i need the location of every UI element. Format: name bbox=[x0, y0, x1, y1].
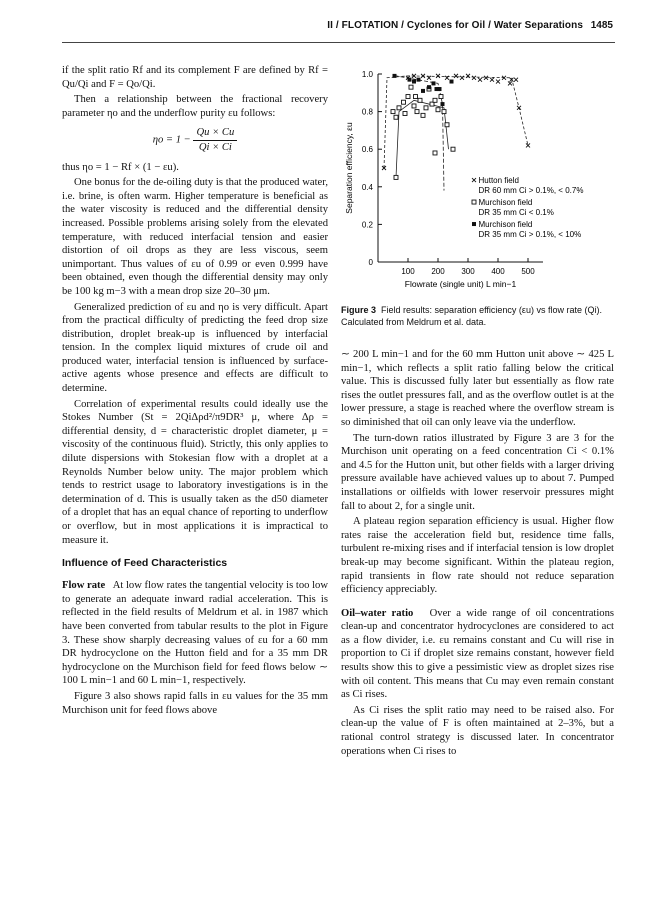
data-point-cross bbox=[490, 78, 494, 82]
paragraph-text: Over a wide range of oil concentrations clean-up and concentrator hydrocyclones are considered to act as a flow divider, i.e. εu remains constant and Cu will rise in proportion to Ci if droplet size remains constant, however field results show this to give a pessimistic view as droplet sizes rise with oil content. This means that Cu may even remain constant as Ci rises. bbox=[341, 607, 615, 701]
data-point-open-square bbox=[418, 98, 422, 102]
murchison-high-guide-line bbox=[395, 76, 445, 191]
efficiency-chart bbox=[338, 62, 623, 302]
run-in-heading: Oil–water ratio bbox=[341, 607, 414, 619]
run-in-heading: Flow rate bbox=[62, 580, 106, 592]
data-point-open-square bbox=[402, 100, 406, 104]
data-point-open-square bbox=[445, 123, 449, 127]
paragraph bbox=[341, 607, 614, 702]
right-column bbox=[341, 348, 614, 760]
legend-label: Hutton field bbox=[478, 176, 519, 186]
y-tick-label: 0.4 bbox=[361, 182, 373, 192]
data-point-filled-square bbox=[432, 81, 436, 85]
data-point-cross bbox=[478, 78, 482, 82]
equation-denominator: Qi × Ci bbox=[198, 141, 232, 153]
data-point-open-square bbox=[436, 108, 440, 112]
data-point-open-square bbox=[391, 110, 395, 114]
x-tick-label: 400 bbox=[491, 267, 505, 276]
data-point-cross bbox=[460, 76, 464, 80]
x-tick-label: 500 bbox=[521, 267, 535, 276]
y-tick-label: 0.6 bbox=[361, 145, 373, 155]
x-tick-label: 100 bbox=[401, 267, 415, 276]
equation bbox=[62, 126, 328, 154]
figure-3 bbox=[338, 62, 623, 332]
data-point-cross bbox=[436, 74, 440, 78]
data-point-open-square bbox=[406, 95, 410, 99]
data-point-open-square bbox=[472, 200, 476, 204]
data-point-open-square bbox=[403, 111, 407, 115]
header-rule bbox=[62, 42, 615, 43]
caption-text: Field results: separation efficiency (εu) vs flow rate (Qi). Calculated from Meldrum et al. data. bbox=[341, 305, 602, 327]
y-tick-label: 0 bbox=[368, 258, 373, 267]
page-number: 1485 bbox=[590, 20, 613, 31]
caption-label: Figure 3 bbox=[341, 305, 377, 315]
data-point-filled-square bbox=[472, 222, 476, 226]
data-point-cross bbox=[514, 78, 518, 82]
data-point-open-square bbox=[439, 95, 443, 99]
data-point-open-square bbox=[397, 106, 401, 110]
data-point-open-square bbox=[451, 147, 455, 151]
equation-numerator: Qu × Cu bbox=[193, 126, 237, 141]
data-point-filled-square bbox=[412, 80, 416, 84]
data-point-cross bbox=[496, 80, 500, 84]
hutton-guide-line bbox=[384, 76, 528, 168]
data-point-open-square bbox=[409, 85, 413, 89]
paragraph: thus ηo = 1 − Rf × (1 − εu). bbox=[62, 161, 179, 173]
data-point-filled-square bbox=[393, 74, 397, 78]
legend-detail: DR 35 mm Ci > 0.1%, < 10% bbox=[478, 230, 582, 240]
data-point-cross bbox=[484, 76, 488, 80]
paragraph: As Ci rises the split ratio may need to be raised also. For clean-up the value of F is often maintained at 2–3%, but a rational control strategy is discussed later. In concentrator operations when Ci rises to bbox=[341, 704, 614, 757]
paragraph: if the split ratio Rf and its complement F are defined by Rf = Qu/Qi and F = Qo/Qi. bbox=[62, 65, 328, 90]
y-axis-label: Separation efficiency, εu bbox=[344, 122, 354, 214]
equation-lhs: ηo = 1 − bbox=[152, 134, 191, 146]
y-tick-label: 0.2 bbox=[361, 220, 373, 230]
y-tick-label: 0.8 bbox=[361, 107, 373, 117]
data-point-open-square bbox=[433, 151, 437, 155]
data-point-cross bbox=[472, 178, 476, 182]
data-point-open-square bbox=[394, 175, 398, 179]
data-point-filled-square bbox=[427, 85, 431, 89]
data-point-open-square bbox=[442, 110, 446, 114]
legend-label: Murchison field bbox=[478, 220, 533, 230]
data-point-open-square bbox=[414, 95, 418, 99]
paragraph bbox=[62, 579, 328, 688]
x-axis-label: Flowrate (single unit) L min−1 bbox=[404, 279, 517, 289]
data-point-filled-square bbox=[438, 87, 442, 91]
paragraph: Then a relationship between the fractional recovery parameter ηo and the underflow purity εu follows: bbox=[62, 94, 328, 119]
data-point-open-square bbox=[421, 113, 425, 117]
paragraph: Figure 3 also shows rapid falls in εu values for the 35 mm Murchison unit for feed flows above bbox=[62, 690, 328, 716]
equation-fraction bbox=[193, 126, 237, 154]
data-point-cross bbox=[472, 76, 476, 80]
legend-detail: DR 35 mm Ci < 0.1% bbox=[478, 208, 554, 218]
legend-label: Murchison field bbox=[478, 198, 533, 208]
data-point-filled-square bbox=[421, 89, 425, 93]
paragraph: ∼ 200 L min−1 and for the 60 mm Hutton unit above ∼ 425 L min−1, which reflects a split ratio falling below the critical value. This is discussed fully later but essentially as flow rate rises the outlet pressures fall, and as the overflow outlet is at the lower pressure, a stage is reached where the overflow stream is so diminished that oil can only leave via the underflow. bbox=[341, 349, 614, 428]
legend-detail: DR 60 mm Ci > 0.1%, < 0.7% bbox=[478, 186, 584, 196]
data-point-filled-square bbox=[417, 78, 421, 82]
data-point-cross bbox=[454, 74, 458, 78]
data-point-cross bbox=[508, 81, 512, 85]
data-point-open-square bbox=[394, 115, 398, 119]
figure-caption bbox=[341, 305, 614, 328]
paragraph: Correlation of experimental results could ideally use the Stokes Number (St = 2QiΔρd²/π9DR³ μ, where Δρ = differential density, d = characteristic droplet diameter, μ = viscosity of the continuous fluid). Strictly, this only applies to dilute dispersions with Stokesian flow with a droplet at a Reynolds Number below unity. The major problem which tends to restrict usage to laboratory investigations is in the determination of d. This is usually taken as the d50 diameter of a droplet that has an equal chance of reporting to underflow or overflow, but in most applications it is impractical to measure it. bbox=[62, 398, 328, 546]
header-title: II / FLOTATION / Cyclones for Oil / Water Separations bbox=[327, 20, 583, 31]
left-column bbox=[62, 64, 328, 719]
x-tick-label: 300 bbox=[461, 267, 475, 276]
data-point-open-square bbox=[433, 98, 437, 102]
data-point-filled-square bbox=[408, 78, 412, 82]
data-point-cross bbox=[526, 143, 530, 147]
data-point-open-square bbox=[424, 106, 428, 110]
data-point-open-square bbox=[415, 110, 419, 114]
paragraph-text: At low flow rates the tangential velocity is too low to generate an adequate inward radial acceleration. This is reflected in the field results of Meldrum et al. in 1987 which have been converted from tabular results to the plot in Figure 3. These show sharply decreasing values of εu for a 60 mm DR hydrocyclone on the Hutton field and for a 35 mm DR hydrocyclone on the Murchison field for feed flows below ∼ 100 L min−1 and 60 L min−1, respectively. bbox=[62, 580, 328, 687]
x-tick-label: 200 bbox=[431, 267, 445, 276]
paragraph: Generalized prediction of εu and ηo is very difficult. Apart from the practical difficulty of predicting the feed drop size distribution, droplet break-up is influenced by interfacial tension. In the complex liquid mixtures of crude oil and produced water, interfacial tension is influenced by surface-active agents whose presence and effects are difficult to determine. bbox=[62, 301, 328, 395]
running-header bbox=[0, 20, 668, 38]
paragraph: The turn-down ratios illustrated by Figure 3 are 3 for the Murchison unit operating on a feed concentration Ci < 0.1% and 4.5 for the Hutton unit, but other fields with a larger driving pressure available have achieved values up to about 7. Pumped installations or oilfields with lower reservoir pressures might fall to about 2, for a single unit. bbox=[341, 432, 614, 512]
data-point-open-square bbox=[412, 104, 416, 108]
paragraph: A plateau region separation efficiency is usual. Higher flow rates raise the acceleration field but, residence time falls, turbulent re-mixing rises and if interfacial tension is low droplet break-up may become significant. Within the plateau region, rapid transients in flow rate should not reduce separation efficiency appreciably. bbox=[341, 516, 614, 596]
data-point-filled-square bbox=[441, 102, 445, 106]
data-point-filled-square bbox=[450, 80, 454, 84]
section-heading: Influence of Feed Characteristics bbox=[62, 557, 228, 570]
y-tick-label: 1.0 bbox=[361, 70, 373, 79]
paragraph: One bonus for the de-oiling duty is that the produced water, i.e. brine, is often warm. Higher temperature is beneficial as the water viscosity is reduced and the differential density increased. Possible problems arising solely from the elevated temperature, with reduced interfacial tension and easier distortion of oil drops as they are less viscous, seem unimportant. Thus values of εu of 0.99 or even 0.999 have been obtained, even though the differential density may only be 100 kg m−3 with a mean drop size 20–30 μm. bbox=[62, 177, 328, 297]
